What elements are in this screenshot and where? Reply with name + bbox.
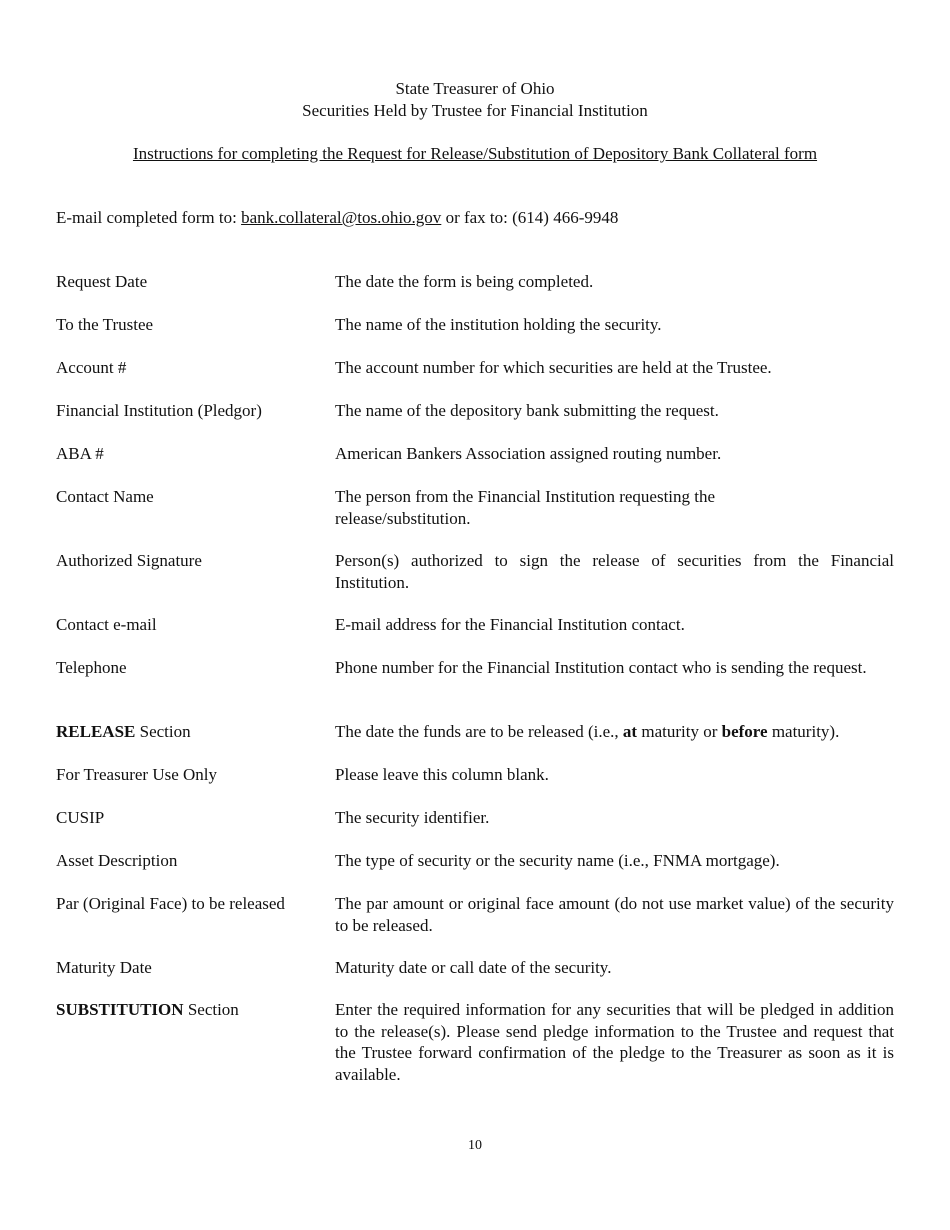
field-term: CUSIP — [56, 808, 105, 827]
field-term: For Treasurer Use Only — [56, 765, 218, 784]
field-definition: The security identifier. — [335, 808, 490, 827]
header-line-1: State Treasurer of Ohio — [395, 79, 555, 98]
field-term: Request Date — [56, 272, 148, 291]
field-term: ABA # — [56, 444, 104, 463]
field-definition: The type of security or the security name (i.e., FNMA mortgage). — [335, 851, 780, 870]
field-term: Authorized Signature — [56, 551, 202, 570]
field-definition: American Bankers Association assigned routing number. — [335, 444, 722, 463]
field-definition — [335, 721, 894, 743]
field-term: Maturity Date — [56, 958, 152, 977]
field-term-bold: RELEASE — [56, 722, 136, 741]
field-definition: Enter the required information for any securities that will be pledged in addition to the release(s). Please send pledge information to the Trustee and request that the Trustee forward confirmation of the pledge to the Treasurer as soon as it is available. — [335, 1000, 894, 1084]
def-part: maturity or — [637, 722, 722, 741]
def-part: The date the funds are to be released (i.e., — [335, 722, 623, 741]
field-term: To the Trustee — [56, 315, 154, 334]
field-definition: The name of the depository bank submitting the request. — [335, 401, 719, 420]
field-definition: Phone number for the Financial Institution contact who is sending the request. — [335, 658, 867, 677]
field-definition: The person from the Financial Institution requesting the release/substitution. — [335, 487, 716, 528]
contact-line — [56, 207, 618, 229]
field-term: Contact Name — [56, 487, 154, 506]
field-definition: Please leave this column blank. — [335, 765, 549, 784]
field-definition: The date the form is being completed. — [335, 272, 594, 291]
field-definition: The name of the institution holding the security. — [335, 315, 662, 334]
field-term: Account # — [56, 358, 127, 377]
field-definition: Maturity date or call date of the security. — [335, 958, 612, 977]
page-number: 10 — [468, 1138, 482, 1153]
field-term — [56, 721, 331, 743]
field-term: Par (Original Face) to be released — [56, 894, 285, 913]
header-line-2: Securities Held by Trustee for Financial Institution — [302, 101, 648, 120]
contact-fax: or fax to: (614) 466-9948 — [441, 208, 619, 227]
field-term: Telephone — [56, 658, 127, 677]
instructions-title: Instructions for completing the Request for Release/Substitution of Depository Bank Collateral form — [132, 144, 818, 163]
field-term: Contact e-mail — [56, 615, 157, 634]
field-definition: E-mail address for the Financial Institution contact. — [335, 615, 685, 634]
field-term-rest: Section — [135, 722, 191, 741]
contact-email-link[interactable]: bank.collateral@tos.ohio.gov — [241, 208, 442, 227]
field-definition: Person(s) authorized to sign the release of securities from the Financial Institution. — [335, 551, 894, 592]
field-term: Asset Description — [56, 851, 178, 870]
contact-prefix: E-mail completed form to: — [56, 208, 242, 227]
field-term-rest: Section — [183, 1000, 239, 1019]
def-part: maturity). — [767, 722, 840, 741]
def-part-bold: at — [622, 722, 638, 741]
field-definition: The par amount or original face amount (do not use market value) of the security to be released. — [335, 894, 894, 935]
field-term: Financial Institution (Pledgor) — [56, 401, 262, 420]
field-term — [56, 999, 331, 1021]
def-part-bold: before — [721, 722, 768, 741]
field-definition: The account number for which securities are held at the Trustee. — [335, 358, 772, 377]
field-term-bold: SUBSTITUTION — [56, 1000, 184, 1019]
